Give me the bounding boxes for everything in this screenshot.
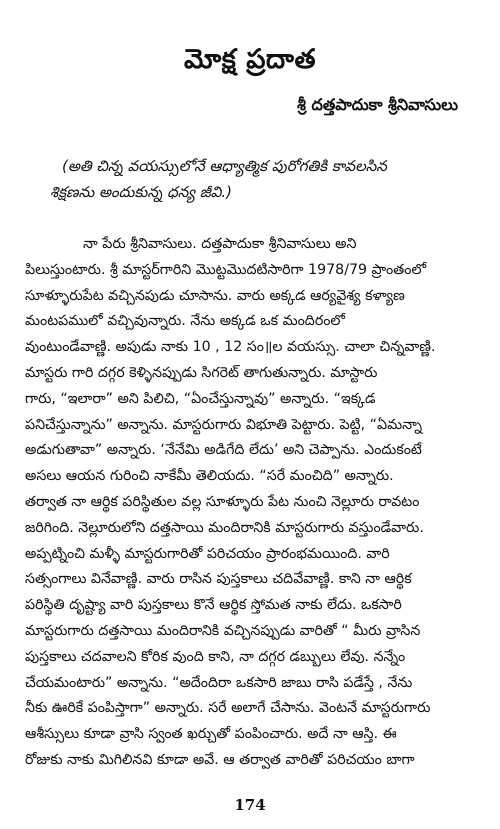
body-line: రోజుకు నాకు మిగిలినవి కూడా అవే. ఆ తర్వాత వారితో పరిచయం బాగా <box>25 751 415 768</box>
body-line: పరిస్థితి దృష్ట్యా వారి పుస్తకాలు కొనే ఆర్థిక స్తోమత నాకు లేదు. ఒకసారి <box>25 597 402 614</box>
body-line: చేయమంటారు” అన్నాను. “అదేందిరా ఒకసారి జాబు రాసి పడేస్తే , నేను <box>25 674 413 691</box>
body-text <box>25 232 477 774</box>
page-title: మోక్ష ప్రదాత <box>183 44 316 75</box>
body-line: గారు, “ఇలారా” అని పిలిచి, “ఏంచేస్తున్నావు” అన్నారు. “ఇక్కడ <box>25 390 376 407</box>
body-line: జరిగింది. నెల్లూరులోని దత్తసాయి మందిరానికి మాస్టరుగారు వస్తుండేవారు. <box>25 519 424 536</box>
body-line: పుస్తకాలు చదవాలని కోరిక వుంది కాని, నా దగ్గర డబ్బులు లేవు. నన్నేం <box>25 648 406 665</box>
body-line: నీకు ఊరికే పంపిస్తాగా” అన్నారు. సరే అలాగే చేసాను. వెంటనే మాస్టరుగారు <box>25 700 431 717</box>
intro-line: (అతి చిన్న వయస్సులోనే ఆధ్యాత్మిక పురోగతికి కావలసిన <box>62 157 387 175</box>
body-line: పిలుస్తుంటారు. శ్రీ మాస్టర్‌గారిని మొట్టమొదటిసారిగా 1978/79 ప్రాంతంలో <box>25 261 427 278</box>
page-number: 174 <box>234 796 266 814</box>
body-line: ఆశీస్సులు కూడా వ్రాసి స్వంత ఖర్చుతో పంపించారు. అదే నా ఆస్తి. ఈ <box>25 726 397 743</box>
body-line: సూళ్ళూరుపేట వచ్చినపుడు చూసాను. వారు అక్కడ ఆర్యవైశ్య కళ్యాణ <box>25 287 405 304</box>
body-line: అడుగుతావా” అన్నారు. ‘నేనేమి అడిగేది లేదు’ అని చెప్పాను. ఎందుకంటే <box>25 442 422 459</box>
body-line: అప్పట్నించి మళ్ళీ మాస్టరుగారితో పరిచయం ప్రారంభమయింది. వారి <box>25 545 390 562</box>
body-line: మంటపములో వచ్చివున్నారు. నేను అక్కడ ఒక మందిరంలో <box>25 313 346 330</box>
body-line: మాస్టరుగారు దత్తసాయి మందిరానికి వచ్చినప్పుడు వారితో “ మీరు వ్రాసిన <box>25 622 421 639</box>
intro-note <box>50 154 470 206</box>
author-line: శ్రీ దత్తపాదుకా శ్రీనివాసులు <box>297 95 458 114</box>
body-line: పనిచేస్తున్నాను” అన్నాను. మాస్టరుగారు విభూతి పెట్టారు. పెట్టి, “ఏమన్నా <box>25 416 423 433</box>
body-line: నా పేరు శ్రీనివాసులు. దత్తపాదుకా శ్రీనివాసులు అని <box>83 236 357 252</box>
intro-line: శిక్షణను అందుకున్న ధన్య జీవి.) <box>50 182 232 201</box>
body-line: సత్సంగాలు వినేవాణ్ణి. వారు రాసిన పుస్తకాలు చదివేవాణ్ణి. కాని నా ఆర్థిక <box>25 571 412 588</box>
body-line: తర్వాత నా ఆర్థిక పరిస్థితుల వల్ల సూళ్ళూరు పేట నుంచి నెల్లూరు రావటం <box>25 493 420 510</box>
body-line: వుంటుండేవాణ్ణి. అపుడు నాకు 10 , 12 సం॥ల వయస్సు. చాలా చిన్నవాణ్ణి. <box>25 339 436 356</box>
body-line: అసలు ఆయన గురించి నాకేమీ తెలియదు. “సరే మంచిది” అన్నారు. <box>25 468 394 485</box>
body-line: మాస్టరు గారి దగ్గర కెళ్ళినప్పుడు సిగరెట్ తాగుతున్నారు. మాస్టారు <box>25 364 378 381</box>
